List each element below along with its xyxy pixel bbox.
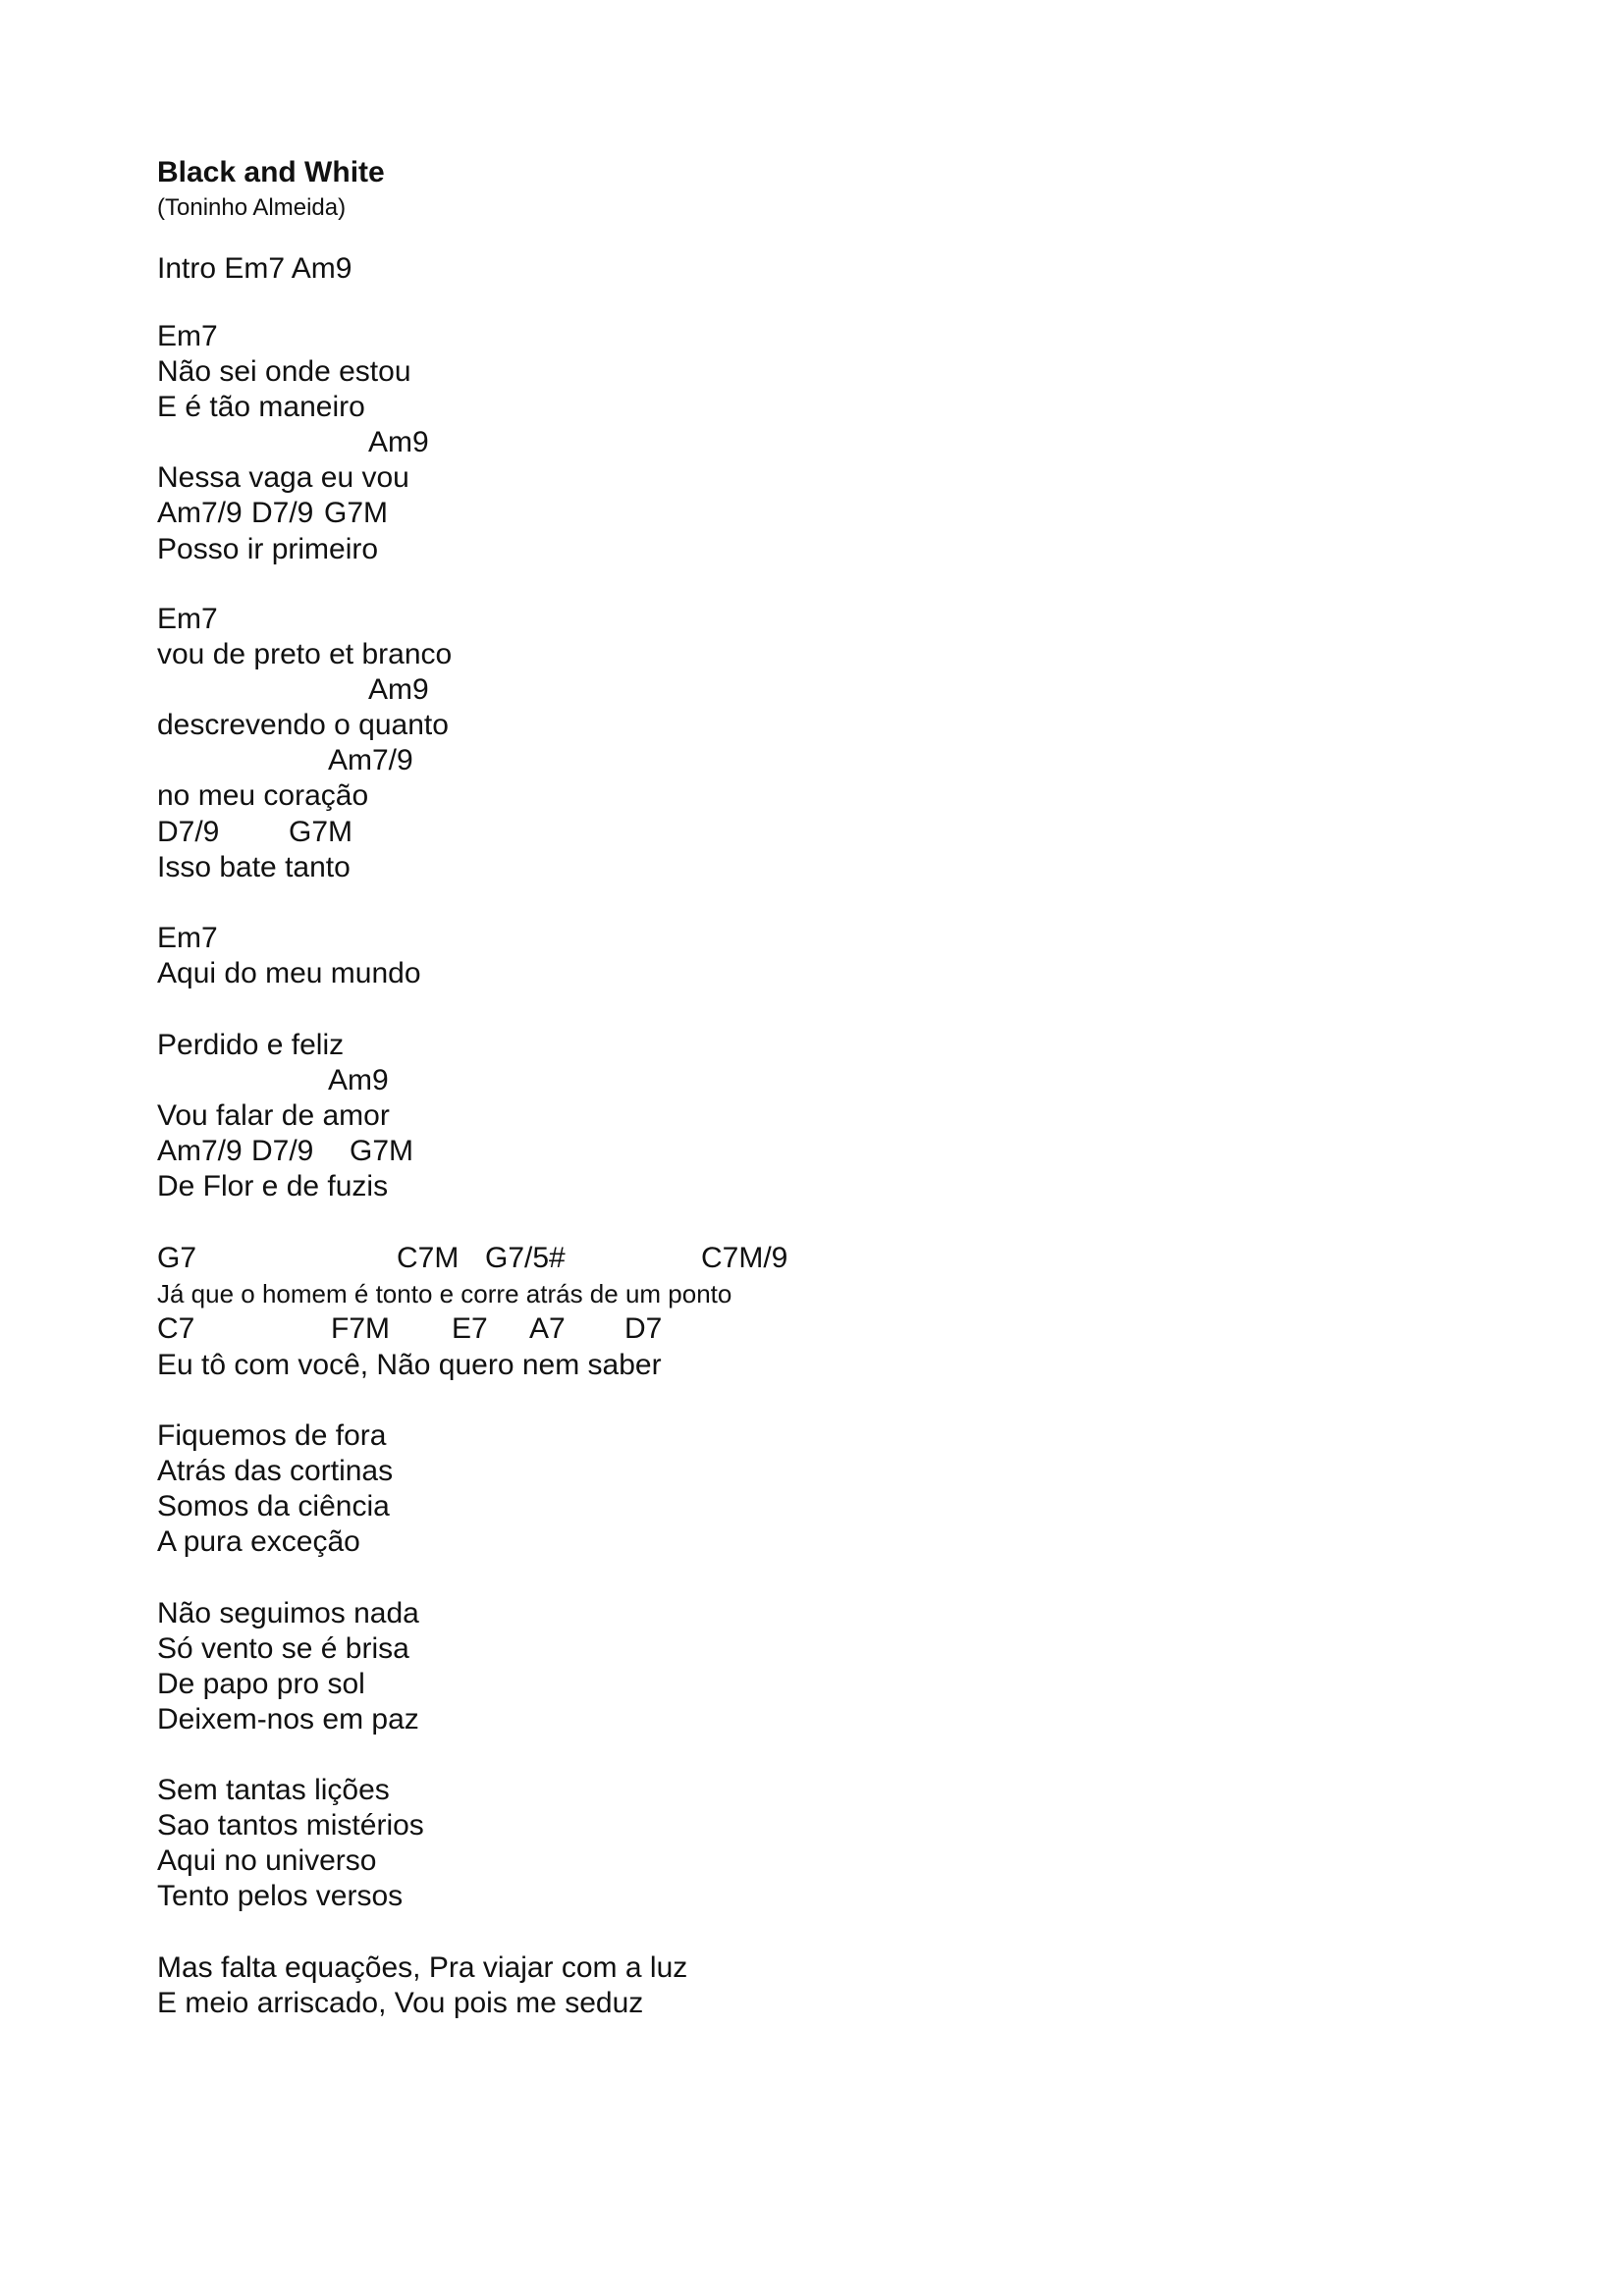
lyric-line: Tento pelos versos [157,1880,404,1912]
lyric-line: E é tão maneiro [157,391,365,423]
lyric-line: E meio arriscado, Vou pois me seduz [157,1987,644,2019]
song-title: Black and White [157,156,385,188]
lyric-line: Somos da ciência [157,1490,390,1522]
lyric-line: Intro Em7 Am9 [157,252,352,285]
lyric-line: De papo pro sol [157,1668,365,1700]
lyric-line: Aqui do meu mundo [157,957,421,989]
lyric-line: vou de preto et branco [157,638,453,670]
lyric-line: Perdido e feliz [157,1029,345,1061]
lyric-line: De Flor e de fuzis [157,1170,389,1202]
chord-symbol: C7M [397,1242,460,1274]
chord-symbol: D7 [624,1312,663,1345]
chord-symbol: G7/5# [485,1242,566,1274]
chord-symbol: Em7 [157,320,218,352]
chord-symbol: E7 [452,1312,488,1345]
lyric-line: Sem tantas lições [157,1774,390,1806]
chord-symbol: G7 [157,1242,197,1274]
chord-symbol: Am9 [368,673,429,706]
lyric-line: Eu tô com você, Não quero nem saber [157,1349,662,1381]
lyric-line: Aqui no universo [157,1844,377,1877]
lyric-line: Não sei onde estou [157,355,411,388]
chord-symbol: D7/9 [157,816,220,848]
lyric-line: no meu coração [157,779,369,812]
lyric-line: A pura exceção [157,1525,360,1558]
lyric-line: Posso ir primeiro [157,533,379,565]
chord-symbol: D7/9 [251,497,314,529]
lyric-line: Sao tantos mistérios [157,1809,424,1842]
lyric-line: Fiquemos de fora [157,1419,387,1452]
chord-symbol: Am7/9 [157,1135,243,1167]
chord-symbol: G7M [324,497,389,529]
chord-symbol: Am7/9 [157,497,243,529]
lyric-line: Isso bate tanto [157,851,351,883]
chord-symbol: G7M [289,816,353,848]
lyric-line: Já que o homem é tonto e corre atrás de um ponto [157,1279,732,1308]
chord-symbol: A7 [529,1312,566,1345]
lyric-line: Mas falta equações, Pra viajar com a luz [157,1951,688,1984]
lyric-line: descrevendo o quanto [157,709,449,741]
chord-symbol: D7/9 [251,1135,314,1167]
lyric-line: Nessa vaga eu vou [157,461,409,494]
chord-symbol: Am9 [368,426,429,458]
chord-symbol: C7 [157,1312,195,1345]
song-author: (Toninho Almeida) [157,194,347,221]
chord-symbol: Em7 [157,922,218,954]
lyric-line: Não seguimos nada [157,1597,419,1629]
lyric-line: Deixem-nos em paz [157,1703,419,1735]
chord-symbol: C7M/9 [701,1242,788,1274]
chord-symbol: Am7/9 [328,744,413,776]
lyric-line: Só vento se é brisa [157,1632,409,1665]
chord-symbol: Em7 [157,603,218,635]
chord-symbol: Am9 [328,1064,389,1096]
lyric-line: Atrás das cortinas [157,1455,394,1487]
chord-symbol: G7M [350,1135,414,1167]
chord-symbol: F7M [331,1312,390,1345]
lyric-line: Vou falar de amor [157,1099,390,1132]
